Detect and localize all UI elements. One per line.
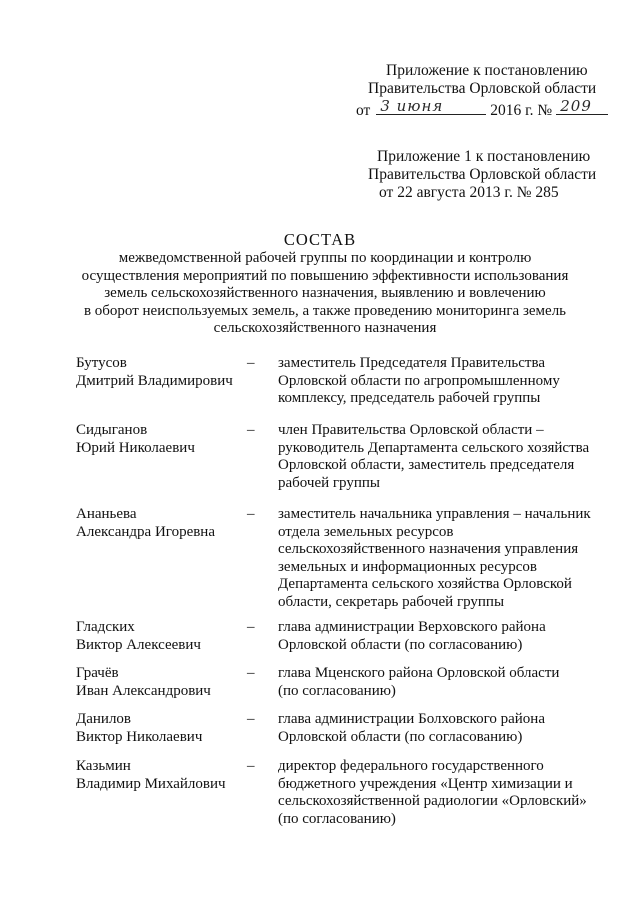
member-role xyxy=(278,422,608,492)
separator-dash: – xyxy=(247,711,255,727)
member-name xyxy=(76,665,211,700)
member-given-name: Александра Игоревна xyxy=(76,523,215,540)
member-name xyxy=(76,619,201,654)
handwritten-number: 209 xyxy=(560,97,592,115)
role-line: глава администрации Верховского района xyxy=(278,619,546,635)
role-line: (по согласованию) xyxy=(278,810,396,827)
member-surname: Казьмин xyxy=(76,758,131,774)
separator-dash: – xyxy=(247,422,255,438)
role-line: Департамента сельского хозяйства Орловской xyxy=(278,576,572,592)
original-appendix-header xyxy=(0,148,640,202)
separator-dash: – xyxy=(247,758,255,774)
document-title: СОСТАВ xyxy=(283,230,357,249)
original-appendix-line3: от 22 августа 2013 г. № 285 xyxy=(379,184,559,201)
subtitle-line: межведомственной рабочей группы по координации и контролю xyxy=(118,250,532,266)
separator-dash: – xyxy=(247,355,255,371)
original-appendix-line1: Приложение 1 к постановлению xyxy=(377,148,591,165)
appendix-header-line2: Правительства Орловской области xyxy=(368,80,597,97)
number-blank xyxy=(556,98,608,115)
member-given-name: Владимир Михайлович xyxy=(76,775,226,792)
role-line: Орловской области (по согласованию) xyxy=(278,728,523,745)
role-line: области, секретарь рабочей группы xyxy=(278,593,505,610)
role-line: Орловской области, заместитель председателя xyxy=(278,457,575,473)
date-blank xyxy=(376,98,486,115)
original-appendix-line2: Правительства Орловской области xyxy=(368,166,597,183)
role-line: глава администрации Болховского района xyxy=(278,711,545,727)
member-surname: Сидыганов xyxy=(76,422,148,438)
role-line: комплексу, председатель рабочей группы xyxy=(278,390,541,406)
member-name xyxy=(76,506,215,541)
appendix-header xyxy=(0,62,640,120)
member-surname: Грачёв xyxy=(76,665,119,681)
role-line: сельскохозяйственного назначения управления xyxy=(278,541,579,557)
member-given-name: Виктор Алексеевич xyxy=(76,636,201,653)
member-surname: Бутусов xyxy=(76,355,127,371)
from-prefix: от xyxy=(356,102,371,119)
handwritten-date: 3 июня xyxy=(380,97,444,115)
role-line: бюджетного учреждения «Центр химизации и xyxy=(278,775,573,792)
role-line: земельных и информационных ресурсов xyxy=(278,558,537,575)
role-line: рабочей группы xyxy=(278,474,380,491)
year-number-label: 2016 г. № xyxy=(490,102,553,119)
member-name xyxy=(76,711,202,746)
member-surname: Данилов xyxy=(76,711,132,727)
role-line: заместитель Председателя Правительства xyxy=(278,355,546,371)
member-given-name: Дмитрий Владимирович xyxy=(76,372,233,389)
member-surname: Гладских xyxy=(76,619,135,635)
member-surname: Ананьева xyxy=(76,506,137,522)
subtitle-line: осуществления мероприятий по повышению эффективности использования xyxy=(81,267,569,284)
member-given-name: Юрий Николаевич xyxy=(76,439,195,456)
subtitle-line: сельскохозяйственного назначения xyxy=(213,320,437,336)
separator-dash: – xyxy=(247,619,255,635)
role-line: (по согласованию) xyxy=(278,682,396,699)
role-line: глава Мценского района Орловской области xyxy=(278,665,560,681)
separator-dash: – xyxy=(247,665,255,681)
role-line: отдела земельных ресурсов xyxy=(278,523,454,540)
member-name xyxy=(76,422,195,457)
role-line: директор федерального государственного xyxy=(278,758,544,774)
role-line: Орловской области по агропромышленному xyxy=(278,372,560,389)
member-name xyxy=(76,355,233,390)
member-role xyxy=(278,711,608,746)
subtitle-line: земель сельскохозяйственного назначения, выявлению и вовлечению xyxy=(104,285,546,301)
role-line: сельскохозяйственной радиологии «Орловский» xyxy=(278,793,587,809)
member-given-name: Иван Александрович xyxy=(76,682,211,699)
member-role xyxy=(278,355,608,408)
member-given-name: Виктор Николаевич xyxy=(76,728,203,745)
appendix-header-line1: Приложение к постановлению xyxy=(386,62,588,79)
role-line: руководитель Департамента сельского хозяйства xyxy=(278,439,590,456)
member-name xyxy=(76,758,226,793)
member-role xyxy=(278,758,608,828)
role-line: Орловской области (по согласованию) xyxy=(278,636,523,653)
subtitle-line: в оборот неиспользуемых земель, а также проведению мониторинга земель xyxy=(83,302,567,319)
member-role xyxy=(278,665,608,700)
separator-dash: – xyxy=(247,506,255,522)
member-role xyxy=(278,619,608,654)
role-line: заместитель начальника управления – начальник xyxy=(278,506,591,522)
document-subtitle xyxy=(60,250,590,338)
member-role xyxy=(278,506,608,611)
appendix-header-line3 xyxy=(0,98,640,120)
role-line: член Правительства Орловской области – xyxy=(278,422,544,438)
